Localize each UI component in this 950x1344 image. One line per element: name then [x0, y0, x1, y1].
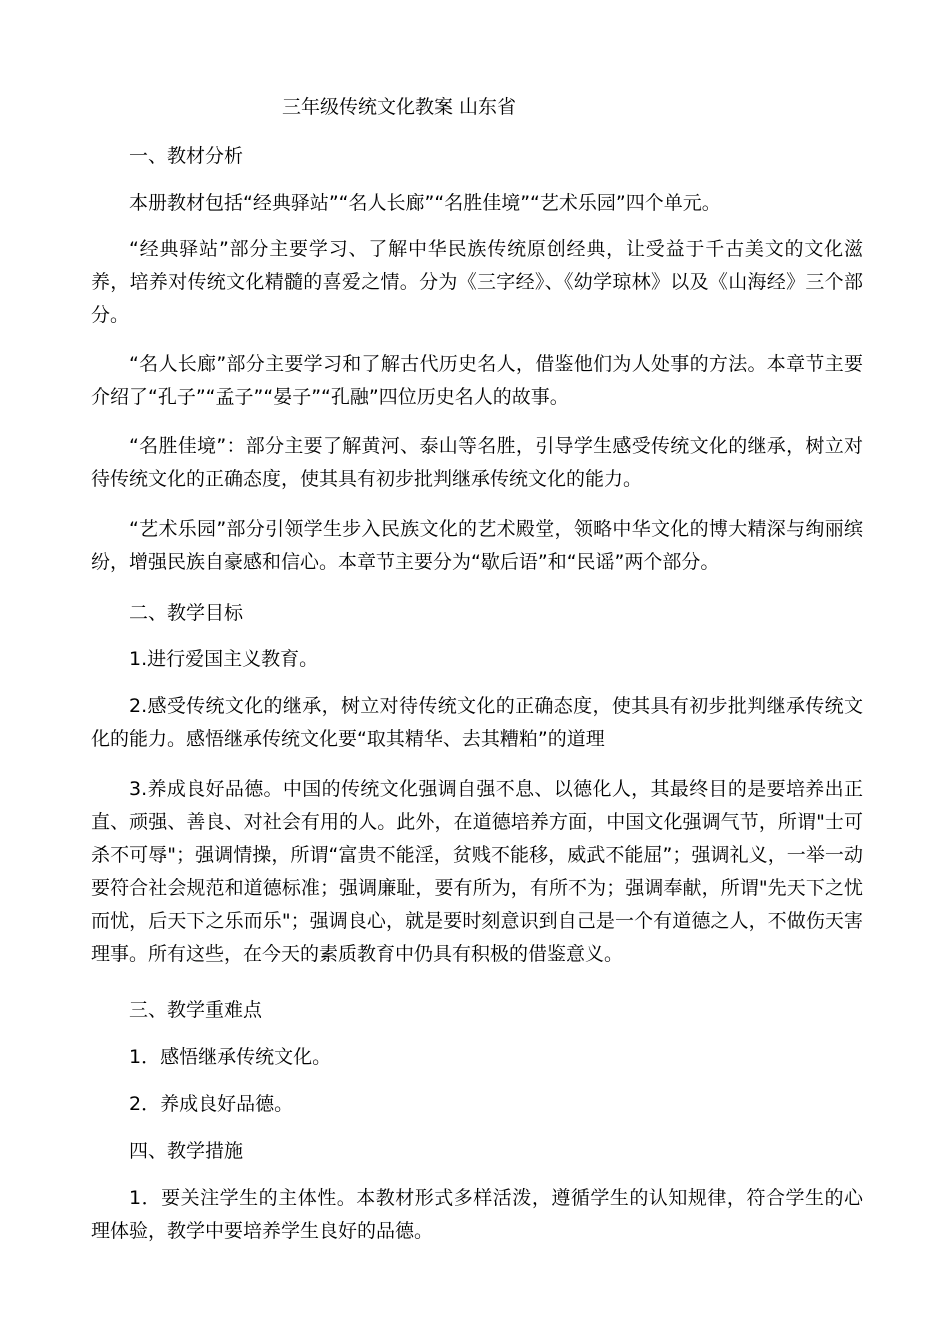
paragraph: 2．养成良好品德。 [129, 1093, 294, 1115]
paragraph: “艺术乐园”部分引领学生步入民族文化的艺术殿堂，领略中华文化的博大精深与绚丽缤纷，增强民族自豪感和信心。本章节主要分为“歇后语”和“民谣”两个部分。 [91, 518, 863, 573]
paragraph: 1．要关注学生的主体性。本教材形式多样活泼，遵循学生的认知规律，符合学生的心理体验，教学中要培养学生良好的品德。 [91, 1187, 863, 1242]
section-heading: 二、教学目标 [129, 602, 244, 624]
paragraph: 本册教材包括“经典驿站”“名人长廊”“名胜佳境”“艺术乐园”四个单元。 [129, 192, 721, 214]
paragraph: 1.进行爱国主义教育。 [129, 648, 319, 670]
paragraph: 2.感受传统文化的继承，树立对待传统文化的正确态度，使其具有初步批判继承传统文化的能力。感悟继承传统文化要“取其精华、去其糟粕”的道理 [91, 695, 863, 750]
paragraph: “经典驿站”部分主要学习、了解中华民族传统原创经典，让受益于千古美文的文化滋养，培养对传统文化精髓的喜爱之情。分为《三字经》、《幼学琼林》以及《山海经》三个部分。 [91, 238, 863, 326]
paragraph: 3.养成良好品德。中国的传统文化强调自强不息、以德化人，其最终目的是要培养出正直、顽强、善良、对社会有用的人。此外，在道德培养方面，中国文化强调气节，所谓"士可杀不可辱"；强调情操，所谓“富贵不能淫，贫贱不能移，威武不能屈”；强调礼义，一举一动要符合社会规范和道德标准；强调廉耻，要有所为，有所不为；强调奉献，所谓"先天下之忧而忧，后天下之乐而乐"；强调良心，就是要时刻意识到自己是一个有道德之人，不做伤天害理事。所有这些，在今天的素质教育中仍具有积极的借鉴意义。 [91, 778, 863, 965]
document-title: 三年级传统文化教案 山东省 [282, 96, 517, 118]
section-heading: 四、教学措施 [129, 1140, 244, 1162]
section-heading: 三、教学重难点 [129, 999, 263, 1021]
section-heading: 一、教材分析 [129, 145, 244, 167]
paragraph: “名胜佳境”：部分主要了解黄河、泰山等名胜，引导学生感受传统文化的继承，树立对待传统文化的正确态度，使其具有初步批判继承传统文化的能力。 [91, 435, 863, 490]
paragraph: “名人长廊”部分主要学习和了解古代历史名人，借鉴他们为人处事的方法。本章节主要介绍了“孔子”“孟子”“晏子”“孔融”四位历史名人的故事。 [91, 353, 863, 408]
paragraph: 1．感悟继承传统文化。 [129, 1046, 332, 1068]
